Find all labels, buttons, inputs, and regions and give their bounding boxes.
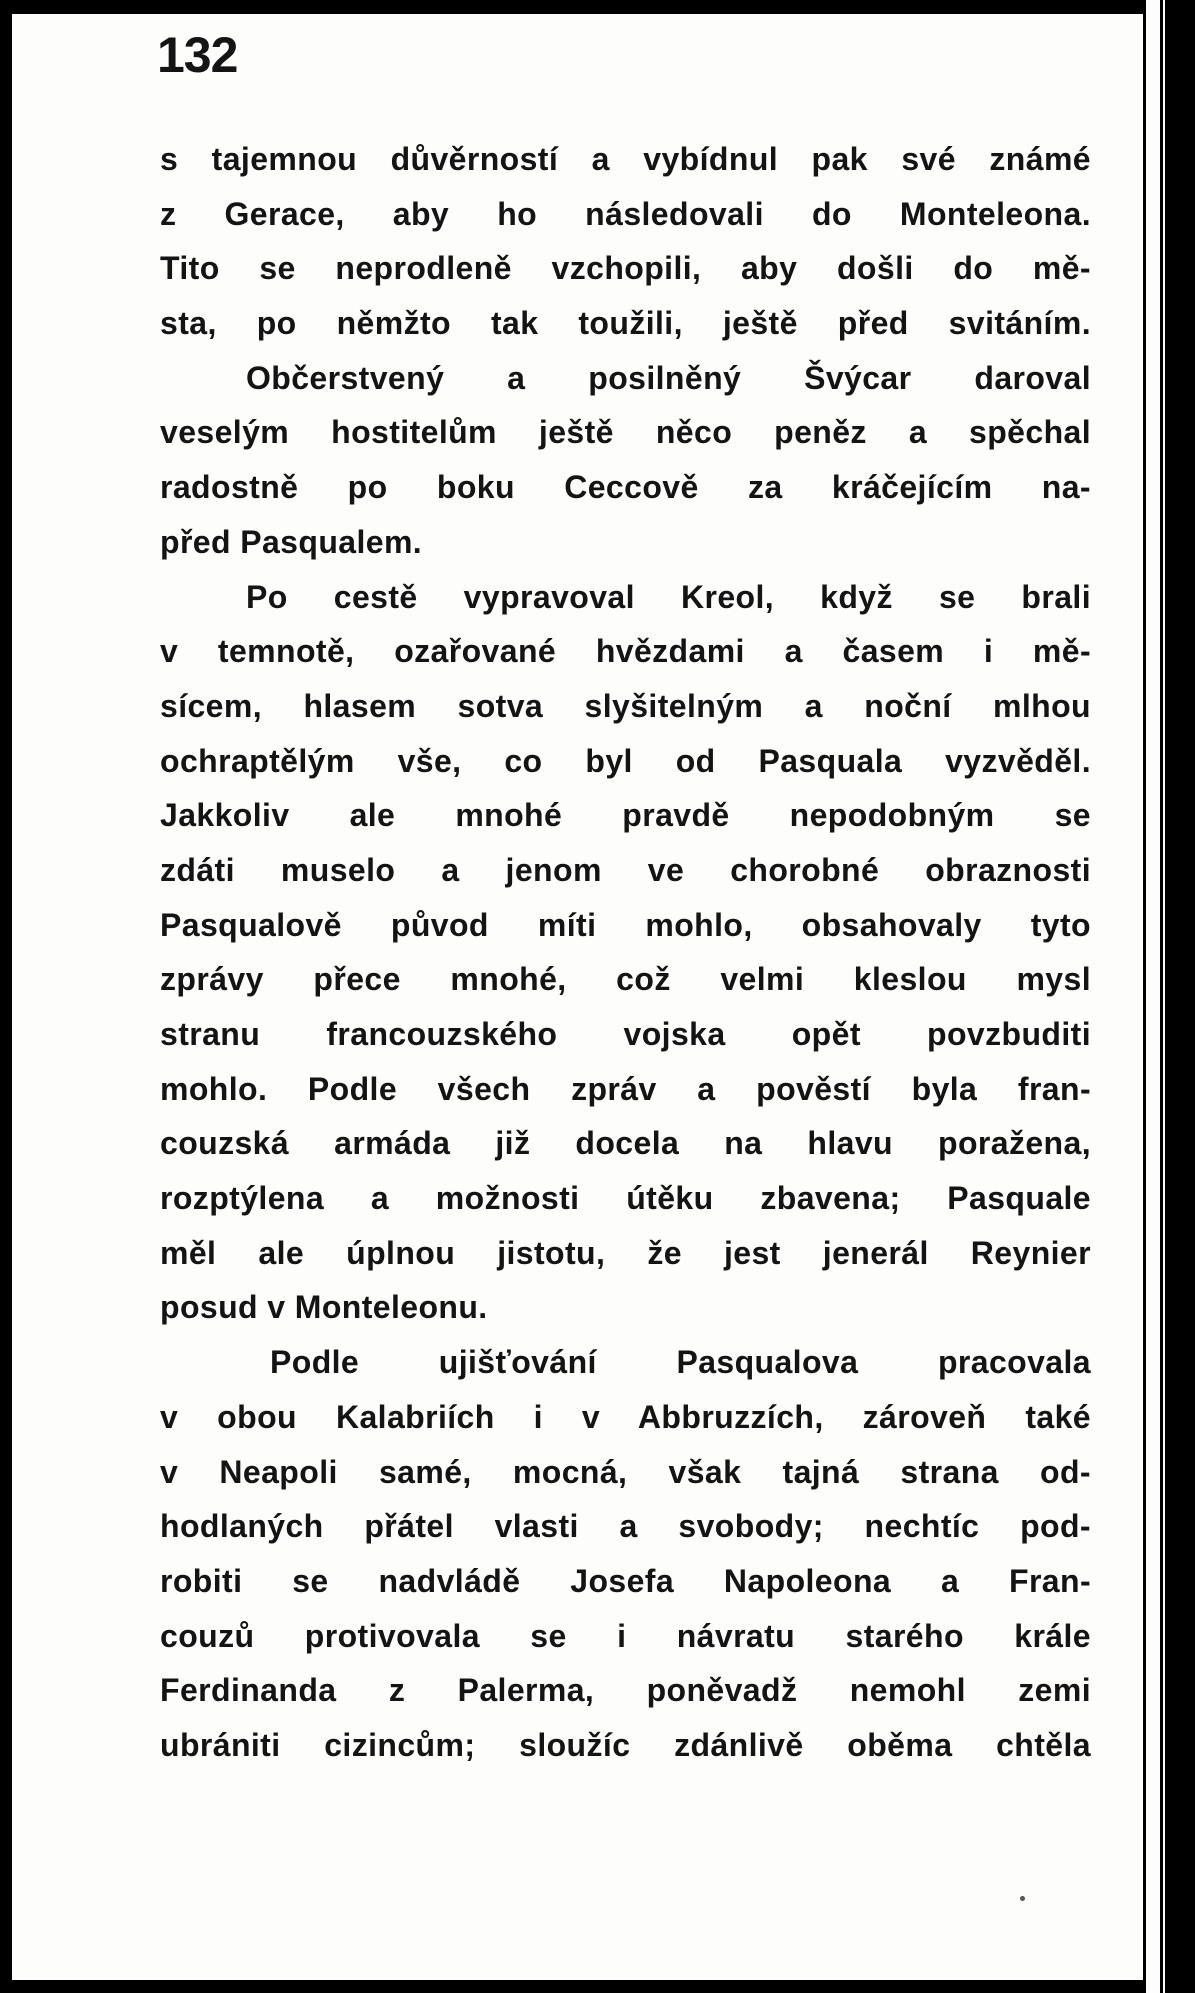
text-line: před Pasqualem. bbox=[160, 523, 423, 560]
text-line: v temnotě, ozařované hvězdami a časem i mě- bbox=[160, 633, 1091, 670]
text-line: couzů protivovala se i návratu starého krále bbox=[160, 1617, 1091, 1654]
speck bbox=[1020, 1896, 1025, 1901]
text-line: stranu francouzského vojska opět povzbuditi bbox=[160, 1016, 1091, 1052]
text-line: z Gerace, aby ho následovali do Monteleona. bbox=[160, 195, 1091, 232]
text-line: ochraptělým vše, co byl od Pasquala vyzvěděl. bbox=[160, 742, 1091, 779]
text-line: robiti se nadvládě Josefa Napoleona a Fran- bbox=[160, 1562, 1091, 1599]
text-line: Jakkoliv ale mnohé pravdě nepodobným se bbox=[160, 797, 1091, 834]
text-line: Pasqualově původ míti mohlo, obsahovaly tyto bbox=[160, 906, 1091, 943]
page-number: 132 bbox=[157, 27, 238, 83]
text-line: s tajemnou důvěrností a vybídnul pak své známé bbox=[160, 141, 1091, 177]
text-line: měl ale úplnou jistotu, že jest jenerál Reynier bbox=[160, 1234, 1091, 1271]
page-edge-border bbox=[1143, 0, 1165, 1993]
text-line: Občerstvený a posilněný Švýcar daroval bbox=[246, 359, 1091, 396]
text-line: veselým hostitelům ještě něco peněz a spěchal bbox=[160, 414, 1091, 451]
text-line: Tito se neprodleně vzchopili, aby došli do mě- bbox=[160, 250, 1091, 287]
text-line: v Neapoli samé, mocná, však tajná strana od- bbox=[160, 1453, 1091, 1490]
text-line: Po cestě vypravoval Kreol, když se brali bbox=[246, 578, 1091, 615]
text-line: zdáti muselo a jenom ve chorobné obraznosti bbox=[160, 851, 1091, 888]
text-line: couzská armáda již docela na hlavu poražena, bbox=[160, 1125, 1091, 1162]
book-page bbox=[12, 14, 1143, 1980]
text-line: Podle ujišťování Pasqualova pracovala bbox=[270, 1344, 1091, 1381]
text-line: radostně po boku Ceccově za kráčejícím na- bbox=[160, 469, 1091, 506]
text-line: v obou Kalabriích i v Abbruzzích, zároveň také bbox=[160, 1398, 1091, 1435]
text-line: ubrániti cizincům; sloužíc zdánlivě oběma chtěla bbox=[160, 1726, 1091, 1763]
text-line: Ferdinanda z Palerma, poněvadž nemohl zemi bbox=[160, 1672, 1091, 1709]
text-line: mohlo. Podle všech zpráv a pověstí byla fran- bbox=[160, 1070, 1091, 1107]
text-line: zprávy přece mnohé, což velmi kleslou mysl bbox=[160, 961, 1091, 998]
text-line: sta, po němžto tak toužili, ještě před svitáním. bbox=[160, 305, 1091, 342]
body-text bbox=[160, 132, 1091, 1773]
text-line: hodlaných přátel vlasti a svobody; nechtíc pod- bbox=[160, 1508, 1091, 1545]
text-line: rozptýlena a možnosti útěku zbavena; Pasquale bbox=[160, 1180, 1091, 1217]
text-line: sícem, hlasem sotva slyšitelným a noční mlhou bbox=[160, 687, 1091, 724]
text-line: posud v Monteleonu. bbox=[160, 1289, 488, 1326]
